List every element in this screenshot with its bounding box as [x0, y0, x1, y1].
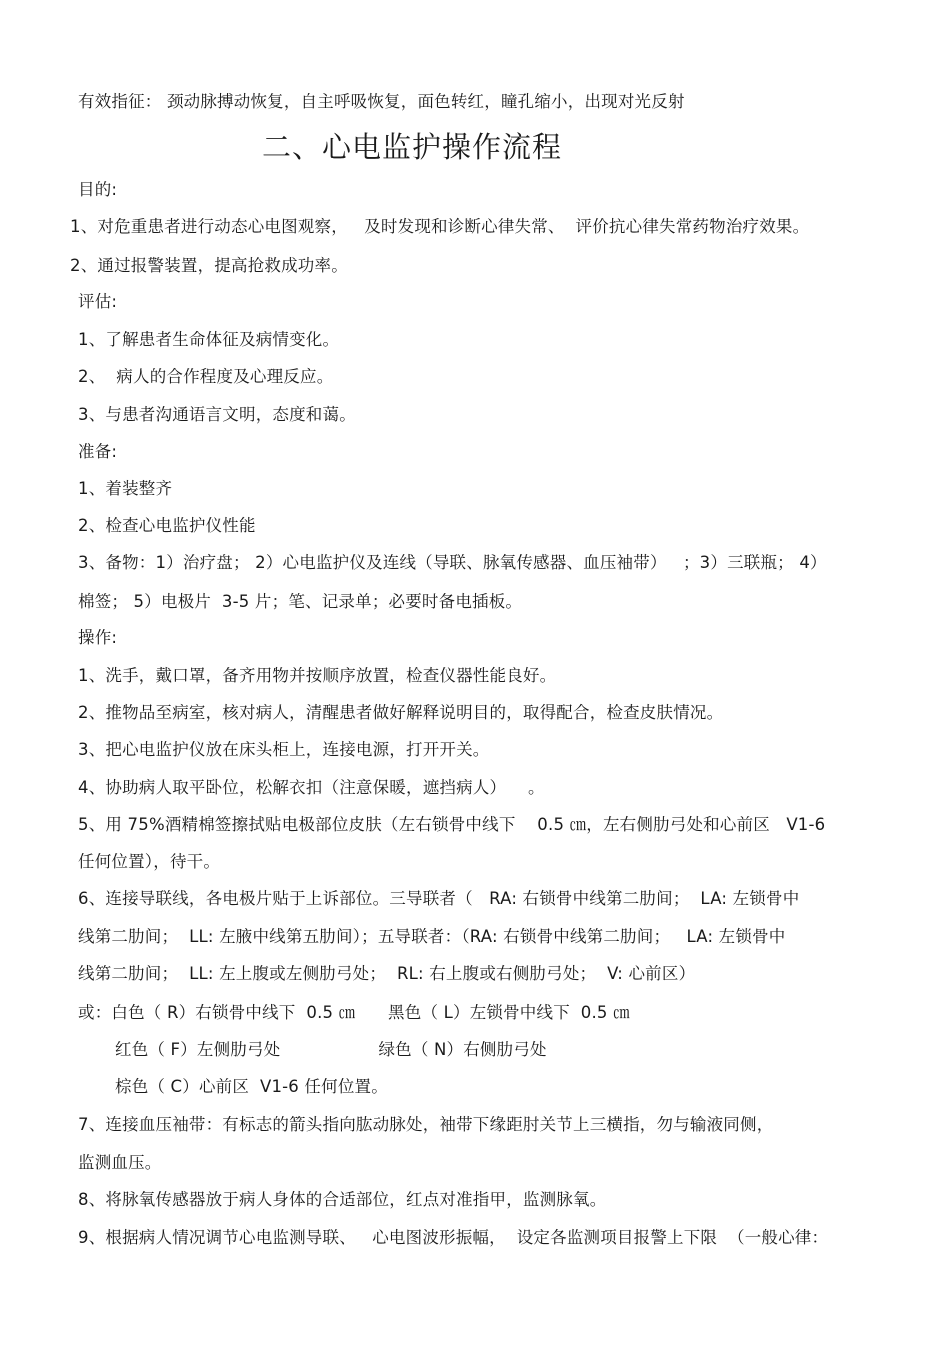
purpose-item: 2、通过报警装置，提高抢救成功率。 — [70, 256, 348, 275]
assessment-item: 3、与患者沟通语言文明，态度和蔼。 — [78, 405, 356, 424]
preparation-heading: 准备: — [78, 442, 118, 461]
section-title: 二、心电监护操作流程 — [262, 130, 563, 164]
operation-item: 线第二肋间； LL: 左腋中线第五肋间）；五导联者：（RA: 右锁骨中线第二肋间； LA: 左锁骨中 — [78, 927, 786, 946]
operation-item: 红色（ F）左侧肋弓处 绿色（ N）右侧肋弓处 — [115, 1040, 547, 1059]
assessment-heading: 评估: — [78, 292, 118, 311]
effective-signs-line: 有效指征： 颈动脉搏动恢复，自主呼吸恢复，面色转红，瞳孔缩小，出现对光反射 — [78, 92, 685, 111]
operation-item: 9、根据病人情况调节心电监测导联、 心电图波形振幅， 设定各监测项目报警上下限 （一般心律： — [78, 1228, 829, 1247]
operation-item: 7、连接血压袖带：有标志的箭头指向肱动脉处，袖带下缘距肘关节上三横指，勿与输液同侧， — [78, 1115, 774, 1134]
preparation-item: 棉签； 5）电极片 3-5 片；笔、记录单；必要时备电插板。 — [78, 592, 523, 611]
purpose-item: 1、对危重患者进行动态心电图观察， 及时发现和诊断心律失常、 评价抗心律失常药物治疗效果。 — [70, 217, 810, 236]
operation-item: 2、推物品至病室，核对病人，清醒患者做好解释说明目的，取得配合，检查皮肤情况。 — [78, 703, 724, 722]
preparation-item: 1、着装整齐 — [78, 479, 173, 498]
operation-item: 线第二肋间； LL: 左上腹或左侧肋弓处； RL: 右上腹或右侧肋弓处； V: 心前区） — [78, 964, 696, 983]
assessment-item: 2、 病人的合作程度及心理反应。 — [78, 367, 334, 386]
operation-item: 4、协助病人取平卧位，松解衣扣（注意保暖，遮挡病人） 。 — [78, 778, 545, 797]
operation-heading: 操作: — [78, 628, 118, 647]
operation-item: 3、把心电监护仪放在床头柜上，连接电源，打开开关。 — [78, 740, 490, 759]
operation-item: 或：白色（ R）右锁骨中线下 0.5 ㎝ 黑色（ L）左锁骨中线下 0.5 ㎝ — [78, 1003, 630, 1022]
operation-item: 棕色（ C）心前区 V1-6 任何位置。 — [115, 1077, 388, 1096]
operation-item: 6、连接导联线，各电极片贴于上诉部位。三导联者（ RA: 右锁骨中线第二肋间； LA: 左锁骨中 — [78, 889, 800, 908]
operation-item: 1、洗手，戴口罩，备齐用物并按顺序放置，检查仪器性能良好。 — [78, 666, 557, 685]
assessment-item: 1、了解患者生命体征及病情变化。 — [78, 330, 340, 349]
operation-item: 5、用 75%酒精棉签擦拭贴电极部位皮肤（左右锁骨中线下 0.5 ㎝，左右侧肋弓处和心前区 V1-6 — [78, 815, 826, 834]
purpose-heading: 目的: — [78, 180, 118, 199]
operation-item: 监测血压。 — [78, 1153, 162, 1172]
preparation-item: 3、备物：1）治疗盘； 2）心电监护仪及连线（导联、脉氧传感器、血压袖带） ；3）三联瓶； 4） — [78, 553, 827, 572]
operation-item: 任何位置），待干。 — [78, 852, 221, 871]
operation-item: 8、将脉氧传感器放于病人身体的合适部位，红点对准指甲，监测脉氧。 — [78, 1190, 607, 1209]
preparation-item: 2、检查心电监护仪性能 — [78, 516, 256, 535]
